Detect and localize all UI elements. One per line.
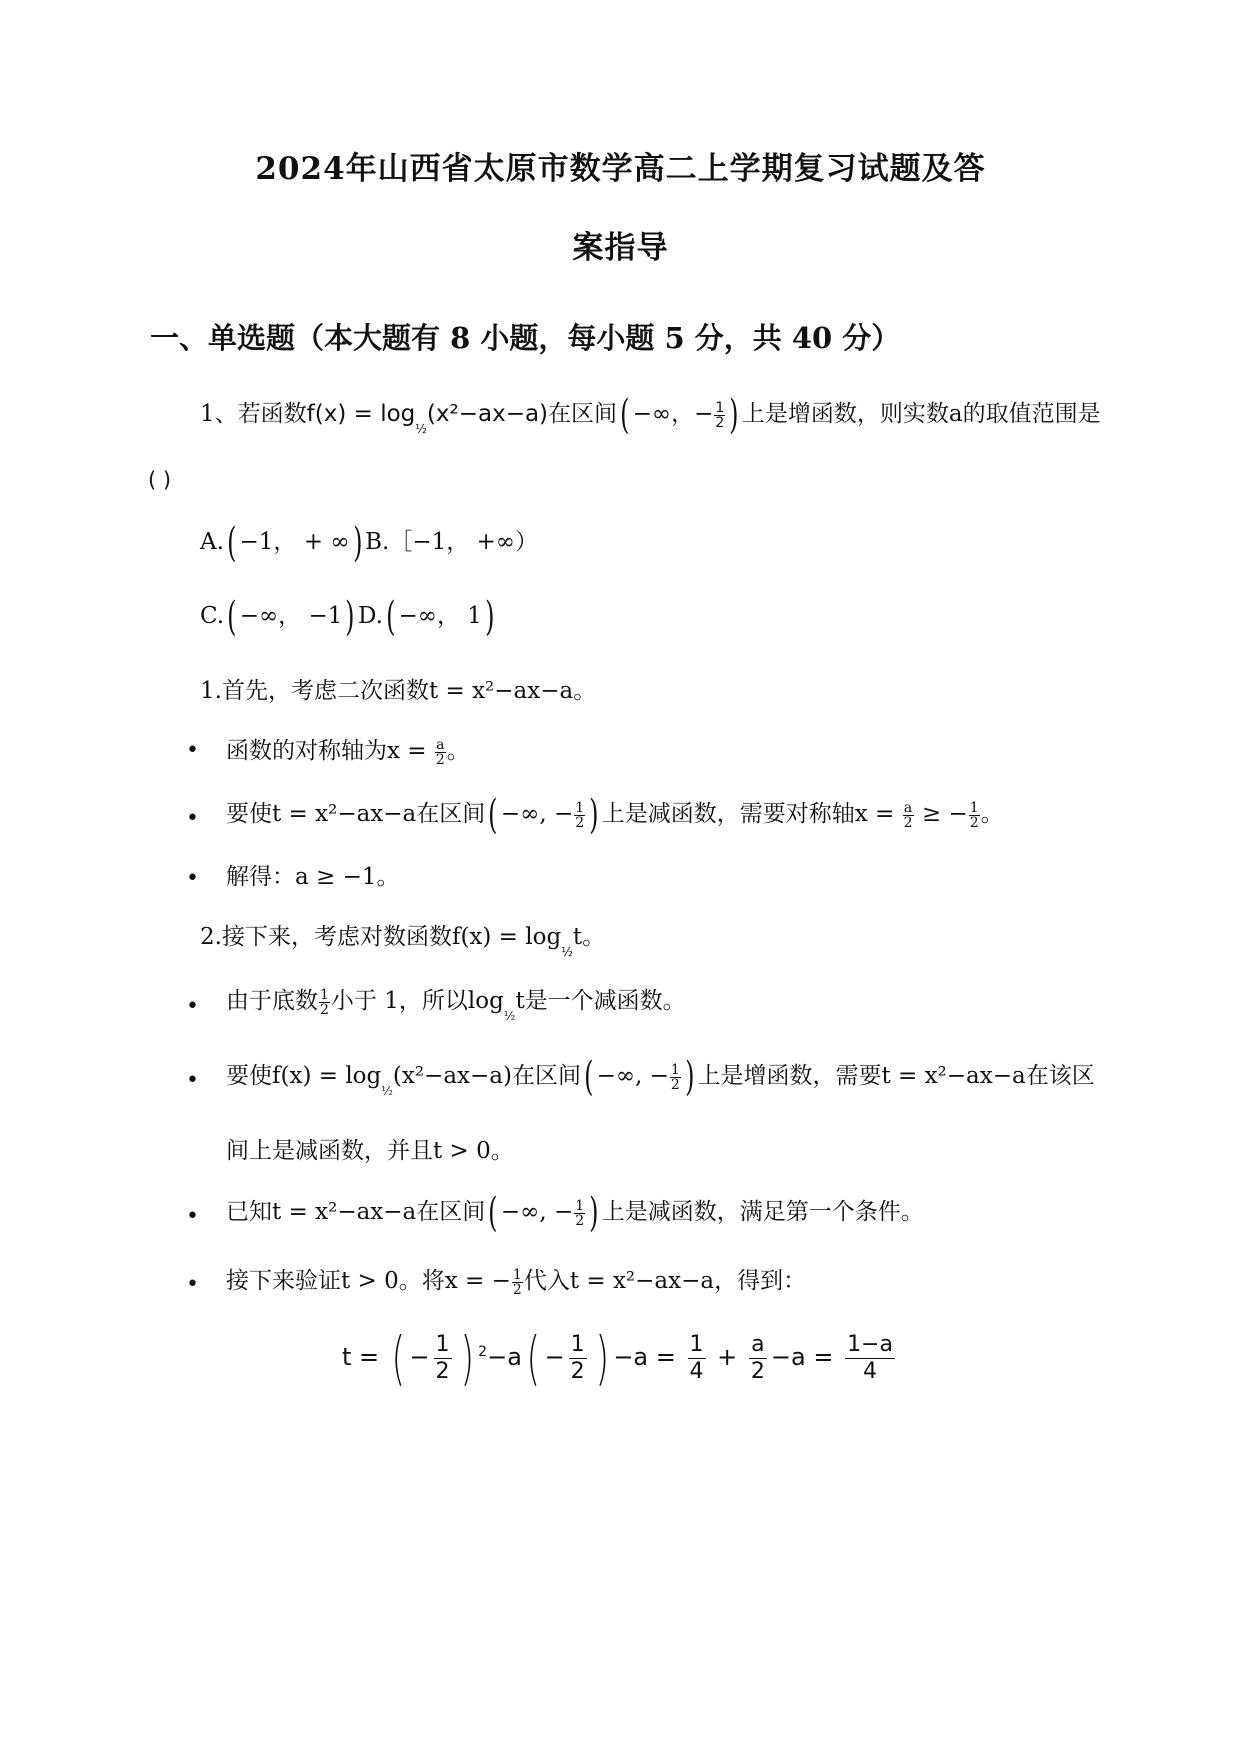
option-c-label: C.	[200, 603, 225, 629]
answer-blank: ( )	[148, 468, 172, 492]
q1-mid: 在区间	[548, 401, 618, 427]
bullet-icon: •	[186, 806, 199, 831]
fraction-a-over-2: $\frac{a}{2}$	[435, 736, 445, 768]
q1-arg: (x²−ax−a)	[426, 401, 549, 427]
option-c-body: −∞， −1	[239, 603, 343, 629]
q1-suffix: 上是增函数，则实数a的取值范围是	[741, 401, 1101, 427]
option-d-label: D.	[357, 603, 383, 629]
section-heading: 一、单选题（本大题有 8 小题，每小题 5 分，共 40 分）	[150, 321, 901, 355]
bullet-symmetry-axis: 函数的对称轴为x = $\frac{a}{2}$ 。	[226, 736, 470, 768]
bullet-icon: •	[186, 994, 199, 1019]
options-row-1: A.( −1， + ∞) B.［−1， +∞）	[200, 520, 538, 566]
option-a-label: A.	[200, 529, 224, 555]
bullet-increasing-condition-continued: 间上是减函数，并且t > 0。	[226, 1138, 514, 1164]
options-row-2: C.( −∞， −1) D.( −∞， 1)	[200, 594, 495, 640]
log-base-fraction: ½	[415, 421, 427, 436]
q1-prefix: 1、若函数	[200, 401, 307, 427]
document-title-line-1: 2024年山西省太原市数学高二上学期复习试题及答	[255, 151, 986, 187]
question-1: 1、若函数$f(x) = \log_{\frac{1}{2}}(x^2-ax-a)$在区间( −∞，− $\frac{1}{2}$ ) 上是增函数，则实数a的取值范围是	[200, 392, 1101, 438]
bullet-solution: 解得：a ≥ −1。	[226, 864, 400, 890]
bullet-first-condition: 已知t = x²−ax−a在区间( −∞, − $\frac{1}{2}$ ) 上是减函数，满足第一个条件。	[226, 1190, 924, 1236]
bullet-verify-positive: 接下来验证t > 0。将x = − $\frac{1}{2}$ 代入t = x²−ax−a，得到：	[226, 1266, 807, 1298]
bullet-base-less-than-one: 由于底数 $\frac{1}{2}$ 小于 1，所以$\log_{\frac{1}{2}}t$是一个减函数。	[226, 986, 686, 1023]
option-a-body: −1， + ∞	[239, 529, 350, 555]
option-b: B.［−1， +∞）	[365, 529, 538, 555]
bullet-icon: •	[186, 1272, 199, 1297]
option-d-body: −∞， 1	[398, 603, 482, 629]
q1-fx: f(x) = log	[306, 401, 416, 427]
display-equation: t = ( − $\frac{1}{2}$ ) $^2$−a( − $\frac{1}{2}$ ) −a = $\frac{1}{4}$ + $\frac{a}{2}$ −a = $\frac{1-a}{4}$	[342, 1324, 893, 1392]
bullet-icon: •	[186, 866, 199, 891]
fraction-half: $\frac{1}{2}$	[715, 399, 725, 431]
solution-step-2: 2.接下来，考虑对数函数$f(x) = \log_{\frac{1}{2}}t$。	[200, 924, 606, 959]
solution-step-1: 1.首先，考虑二次函数t = x²−ax−a。	[200, 678, 597, 704]
document-title-line-2: 案指导	[572, 230, 669, 266]
bullet-icon: •	[186, 1204, 199, 1229]
bullet-increasing-condition: 要使$f(x) = \log_{\frac{1}{2}}(x^2-ax-a)$在区间( −∞, − $\frac{1}{2}$ ) 上是增函数，需要t = x²−ax−a在该区	[226, 1054, 1095, 1100]
bullet-decreasing-condition: 要使t = x²−ax−a在区间( −∞, − $\frac{1}{2}$ ) 上是减函数，需要对称轴x = $\frac{a}{2}$ ≥ − $\frac{1}{2}$ 。	[226, 792, 1004, 838]
bullet-icon: •	[186, 1068, 199, 1093]
bullet-icon: •	[186, 738, 199, 763]
q1-interval: −∞，−	[632, 401, 714, 427]
